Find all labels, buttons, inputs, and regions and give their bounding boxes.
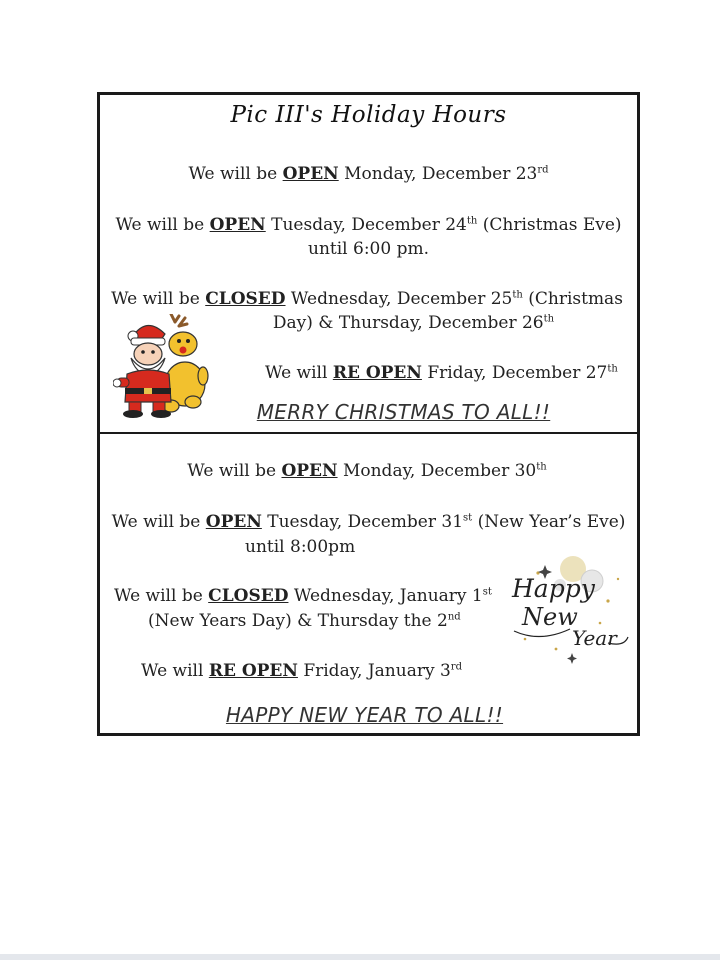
christmas-greeting: MERRY CHRISTMAS TO ALL!! xyxy=(256,400,551,424)
page-title: Pic III's Holiday Hours xyxy=(230,102,507,128)
newyear-line-3: We will be CLOSED Wednesday, January 1st xyxy=(114,586,492,606)
happy-word: Happy xyxy=(512,574,595,603)
bottom-scroll-strip xyxy=(0,954,720,960)
christmas-line-2-cont: until 6:00 pm. xyxy=(308,239,429,259)
newyear-greeting: HAPPY NEW YEAR TO ALL!! xyxy=(225,703,504,727)
holiday-hours-notice xyxy=(97,92,640,736)
santa-figure xyxy=(113,325,171,418)
christmas-line-3-cont: Day) & Thursday, December 26th xyxy=(272,313,555,333)
newyear-line-1: We will be OPEN Monday, December 30th xyxy=(187,461,547,481)
christmas-line-2: We will be OPEN Tuesday, December 24th (Christmas Eve) xyxy=(115,215,622,235)
newyear-line-4: We will RE OPEN Friday, January 3rd xyxy=(141,661,462,681)
sparkle-star xyxy=(567,653,577,664)
christmas-line-4: We will RE OPEN Friday, December 27th xyxy=(265,363,618,383)
new-word: New xyxy=(522,603,578,631)
newyear-line-2-cont: until 8:00pm xyxy=(245,537,356,557)
happy-new-year-lettering xyxy=(500,551,635,671)
section-divider xyxy=(100,432,637,434)
christmas-line-3: We will be CLOSED Wednesday, December 25th (Christmas xyxy=(111,289,623,309)
santa-reindeer-illustration xyxy=(113,314,218,419)
christmas-line-1: We will be OPEN Monday, December 23rd xyxy=(188,164,549,184)
year-word: Year xyxy=(572,626,617,650)
newyear-line-3-cont: (New Years Day) & Thursday the 2nd xyxy=(148,611,461,631)
newyear-line-2: We will be OPEN Tuesday, December 31st (New Year’s Eve) xyxy=(111,512,626,532)
